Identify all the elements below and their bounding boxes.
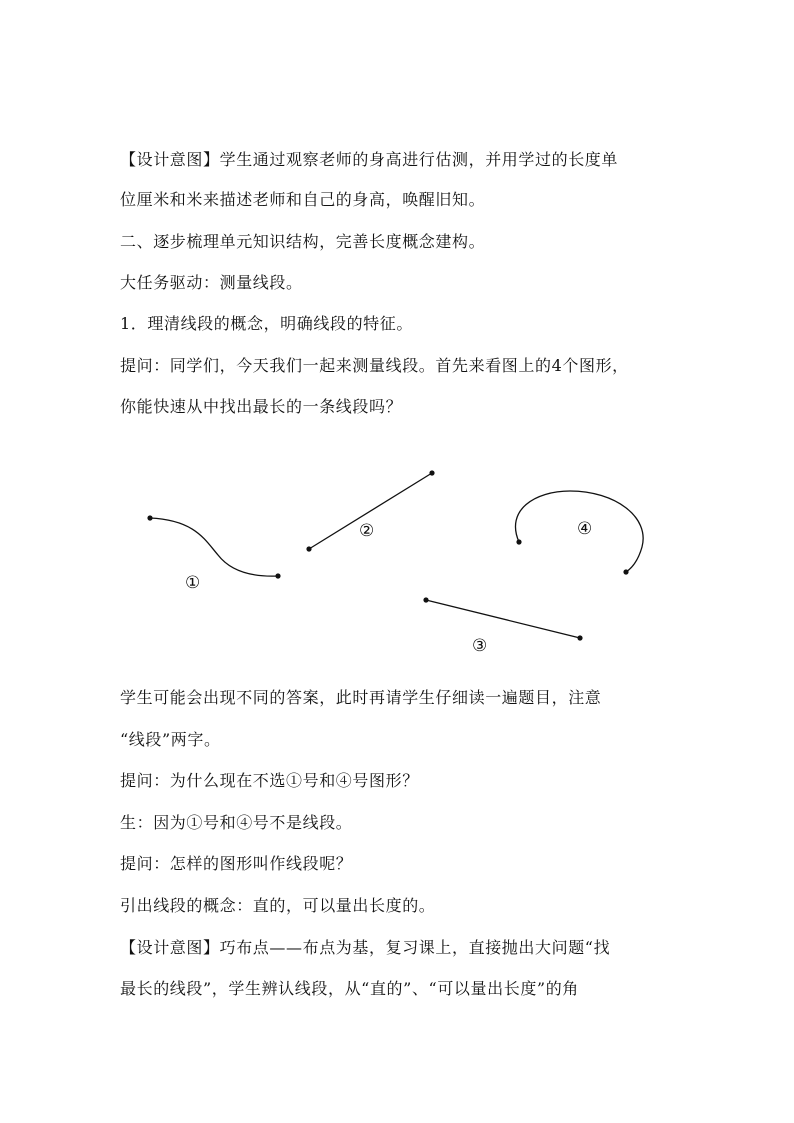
figure-1-endpoint-b bbox=[275, 573, 280, 578]
question-line-1: 提问：同学们，今天我们一起来测量线段。首先来看图上的4个图形， bbox=[120, 356, 629, 375]
answer-note-line-2: “线段”两字。 bbox=[120, 730, 221, 749]
task-driver: 大任务驱动：测量线段。 bbox=[120, 273, 303, 292]
figure-2-endpoint-b bbox=[429, 470, 434, 475]
figure-1-curve bbox=[150, 518, 278, 576]
figure-3-endpoint-a bbox=[423, 597, 428, 602]
figure-1-endpoint-a bbox=[147, 515, 152, 520]
design-intent-2-line-1: 【设计意图】巧布点——布点为基，复习课上，直接抛出大问题“找 bbox=[120, 938, 611, 957]
section-heading-2: 二、逐步梳理单元知识结构，完善长度概念建构。 bbox=[120, 232, 486, 251]
answer-note-line-1: 学生可能会出现不同的答案，此时再请学生仔细读一遍题目，注意 bbox=[120, 688, 602, 707]
figure-2-label: ② bbox=[359, 521, 375, 541]
student-answer: 生：因为①号和④号不是线段。 bbox=[120, 813, 353, 832]
segment-concept: 引出线段的概念：直的，可以量出长度的。 bbox=[120, 896, 436, 915]
figure-3-endpoint-b bbox=[577, 635, 582, 640]
figure-4-endpoint-b bbox=[623, 569, 628, 574]
question-what-is-segment: 提问：怎样的图形叫作线段呢？ bbox=[120, 854, 353, 873]
design-intent-line-2: 位厘米和米来描述老师和自己的身高，唤醒旧知。 bbox=[120, 190, 486, 209]
lines-figure bbox=[0, 455, 794, 665]
figure-4-label: ④ bbox=[577, 519, 593, 539]
figure-3-segment bbox=[426, 600, 580, 638]
question-why-not: 提问：为什么现在不选①号和④号图形？ bbox=[120, 771, 419, 790]
figure-3-label: ③ bbox=[472, 636, 488, 656]
design-intent-line-1: 【设计意图】学生通过观察老师的身高进行估测，并用学过的长度单 bbox=[120, 150, 619, 169]
figure-1-label: ① bbox=[185, 573, 201, 593]
figure-2-endpoint-a bbox=[306, 546, 311, 551]
figure-4-endpoint-a bbox=[516, 539, 521, 544]
design-intent-2-line-2: 最长的线段”，学生辨认线段，从“直的”、“可以量出长度”的角 bbox=[120, 979, 579, 998]
step-1-heading: 1．理清线段的概念，明确线段的特征。 bbox=[120, 314, 413, 333]
question-line-2: 你能快速从中找出最长的一条线段吗？ bbox=[120, 397, 403, 416]
